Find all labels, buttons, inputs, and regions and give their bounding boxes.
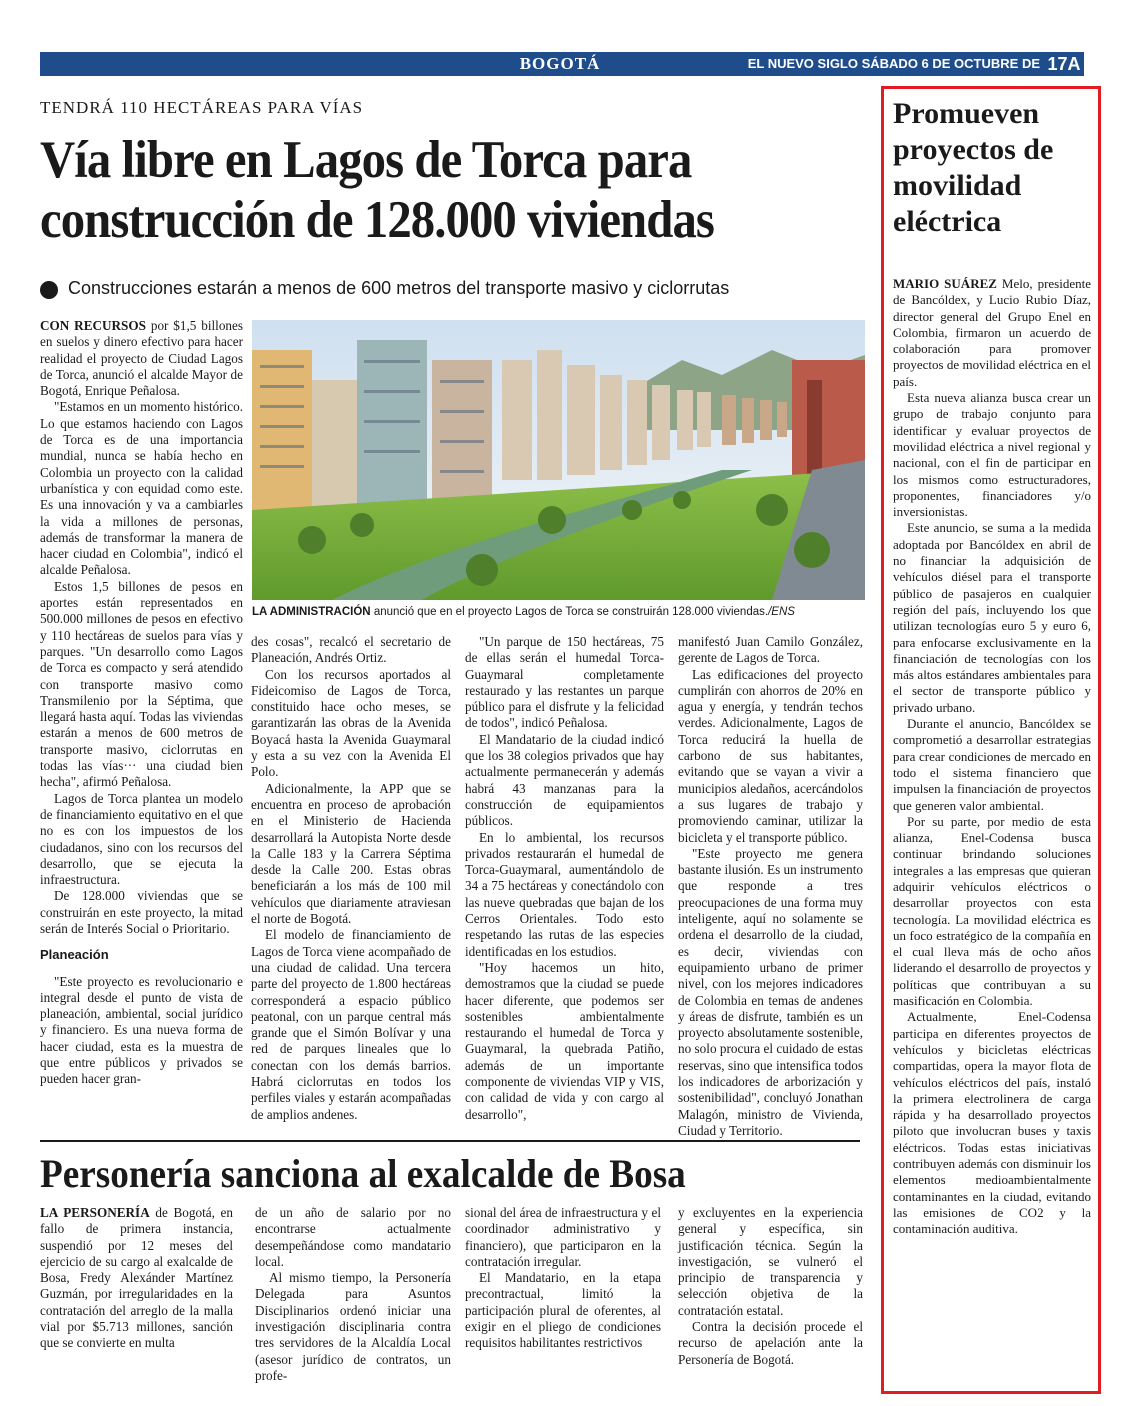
caption-lead: LA ADMINISTRACIÓN <box>252 606 371 618</box>
article-photo <box>252 320 865 600</box>
paragraph: Con los recursos aportados al Fideicomiso de Lagos de Torca, constituido hace ocho meses, se garantizarán las obras de la Avenida Boyacá hasta la Avenida Guaymaral y esta a su vez con la Avenida El Polo. <box>251 666 451 780</box>
page-number: 17A <box>1047 54 1081 74</box>
paragraph: Por su parte, por medio de esta alianza, Enel-Codensa busca continuar brindando soluciones integrales a las empresas que quieran adquirir vehículos eléctricos o desarrollar proyectos con esta tecnología. La movilidad eléctrica es un foco estratégico de la compañía en el cual lleva más de ocho años liderando el desarrollo de proyectos y políticas que contribuyan a su masificación en Colombia. <box>893 813 1091 1009</box>
article-column-1 <box>40 318 243 1088</box>
paragraph: Esta nueva alianza busca crear un grupo de trabajo conjunto para identificar y evaluar proyectos de movilidad eléctrica a nivel regional y nacional, con el fin de participar en los mismos como estructuradores, proponentes, financiadores y/o inversionistas. <box>893 390 1091 520</box>
paragraph: El modelo de financiamiento de Lagos de Torca viene acompañado de una ciudad de calidad. Una tercera parte del proyecto de 1.800 hectáreas corresponderá a espacio público peatonal, con un parque central más grande que el Simón Bolívar y una red de parques lineales que lo conectan con los demás barrios. Habrá ciclorrutas en todos los perfiles viales y estarán acompañadas de amplios andenes. <box>251 927 451 1122</box>
paragraph: Melo, presidente de Bancóldex, y Lucio Rubio Díaz, director general del Grupo Enel en Colombia, firmaron un acuerdo de colaboración para promover proyectos de movilidad eléctrica en el país. <box>893 276 1091 389</box>
paragraph: "Estamos en un momento histórico. Lo que estamos haciendo con Lagos de Torca es de una importancia mundial, nunca se había hecho en Colombia un proyecto con la calidad urbanística y con equidad como este. Es una innovación y va a cambiarles la vida a millones de personas, además de transformar la manera de hacer ciudad en Colombia", indicó el alcalde Peñalosa. <box>40 399 243 578</box>
paragraph: "Hoy hacemos un hito, demostramos que la ciudad se puede hacer diferente, que podemos ser sostenibles ambientalmente restaurando el humedal de Torca y Guaymaral, la quebrada Patiño, además de un importante componente de viviendas VIP y VIS, con calidad de vida y con cargo al desarrollo", <box>465 959 664 1122</box>
article-headline: Vía libre en Lagos de Torca para construcción de 128.000 viviendas <box>40 131 714 249</box>
paragraph: "Este proyecto es revolucionario e integral desde el punto de vista de planeación, ambiental, social jurídico y financiero. Es una nueva forma de hacer ciudad, esta es la muestra de que entre públicos y privados se pueden hacer gran- <box>40 973 243 1087</box>
section-subtitle: Planeación <box>40 947 109 963</box>
paragraph: "Este proyecto me genera bastante ilusión. Es un instrumento que responde a tres preocupaciones de una forma muy inteligente, aquí no solamente se ordena el desarrollo de la ciudad, es decir, viviendas con equipamiento urbano de primer nivel, con los mejores indicadores de Colombia en temas de andenes y áreas de disfrute, también es un proyecto absolutamente sostenible, no solo procura el cuidado de estas reservas, sino que intensifica todos los indicadores de arborización y sostenibilidad", concluyó Jonathan Malagón, ministro de Vivienda, Ciudad y Territorio. <box>678 845 863 1138</box>
photo-caption <box>252 606 865 618</box>
article-column-2 <box>251 634 451 1123</box>
article-kicker: TENDRÁ 110 HECTÁREAS PARA VÍAS <box>40 98 364 117</box>
article2-column-3 <box>465 1205 661 1352</box>
article-subhead: Construcciones estarán a menos de 600 metros del transporte masivo y ciclorrutas <box>68 278 730 298</box>
paragraph: Actualmente, Enel-Codensa participa en diferentes proyectos de vehículos y bicicletas eléctricas compartidas, opera la mayor flota de vehículos eléctricos del país, instaló la primera electrolinera de carga rápida y ha desarrollado proyectos piloto que involucran buses y taxis eléctricos. Todas estas iniciativas contribuyen además con disminuir los elementos medioambientalmente contaminantes en la ciudad, evitando las emisiones de CO2 y la contaminación auditiva. <box>893 1009 1091 1237</box>
paragraph: "Un parque de 150 hectáreas, 75 de ellas serán el humedal Torca-Guaymaral completamente restaurado y las restantes un parque público para el disfrute y la felicidad de todos", indicó Peñalosa. <box>465 634 664 731</box>
caption-credit: /ENS <box>768 606 795 618</box>
sidebar-headline: Promueven proyectos de movilidad eléctrica <box>893 97 1054 238</box>
paragraph: El Mandatario de la ciudad indicó que los 38 colegios privados que hay actualmente permanecerán y además habrá 43 manzanas para la construcción de equipamientos públicos. <box>465 731 664 829</box>
paragraph: sional del área de infraestructura y el coordinador administrativo y financiero), que participaron en la contratación irregular. <box>465 1205 661 1269</box>
paragraph: des cosas", recalcó el secretario de Planeación, Andrés Ortiz. <box>251 634 451 666</box>
lead-in: CON RECURSOS <box>40 318 146 333</box>
paragraph: de un año de salario por no encontrarse actualmente desempeñándose como mandatario local. <box>255 1205 451 1269</box>
caption-text: anunció que en el proyecto Lagos de Torca se construirán 128.000 viviendas. <box>370 606 769 618</box>
paragraph: manifestó Juan Camilo González, gerente de Lagos de Torca. <box>678 634 863 666</box>
section-name: BOGOTÁ <box>519 54 601 73</box>
article2-column-2 <box>255 1205 451 1384</box>
paragraph: Adicionalmente, la APP que se encuentra en proceso de aprobación en el Ministerio de Hacienda desarrollará la Autopista Norte desde la Calle 183 y la Carrera Séptima desde la Calle 200. Estas obras beneficiarán a los más de 100 mil vehículos que diariamente atraviesan el norte de Bogotá. <box>251 780 451 927</box>
paragraph: por $1,5 billones en suelos y dinero efectivo para hacer realidad el proyecto de Ciudad Lagos de Torca, anunció el alcalde Mayor de Bogotá, Enrique Peñalosa. <box>40 318 244 399</box>
lead-in: LA PERSONERÍA <box>40 1205 150 1220</box>
divider <box>40 1140 860 1142</box>
bullet-icon <box>40 281 58 299</box>
paragraph: y excluyentes en la experiencia general y específica, sin justificación técnica. Según la investigación, se vulneró el principio de transparencia y selección objetiva de la contratación estatal. <box>678 1205 863 1318</box>
paragraph: Al mismo tiempo, la Personería Delegada para Asuntos Disciplinarios ordenó iniciar una investigación disciplinaria contra tres servidores de la Alcaldía Local (asesor jurídico de contratos, un profe- <box>255 1270 451 1383</box>
paragraph: Estos 1,5 billones de pesos en aportes están representados en 500.000 millones de pesos en efectivo y 110 hectáreas de suelos para vías y parques. "Un desarrollo como Lagos de Torca es compacto y será atendido con transporte masivo como Transmilenio por la Séptima, que llegará hasta aquí. Todas las viviendas estarán a menos de 600 metros de transporte masivo, ciclorrutas en todas las vías··· una ciudad bien hecha", afirmó Peñalosa. <box>40 578 243 790</box>
paragraph: De 128.000 viviendas que se construirán en este proyecto, la mitad serán de Interés Social o Prioritario. <box>40 888 243 936</box>
paragraph: El Mandatario, en la etapa precontractual, limitó la participación plural de oferentes, al exigir en el pliego de condiciones requisitos habilitantes restrictivos <box>465 1270 661 1351</box>
byline: MARIO SUÁREZ <box>893 276 997 291</box>
paragraph: de Bogotá, en fallo de primera instancia, suspendió por 12 meses del ejercicio de su cargo al exalcalde de Bosa, Fredy Alexánder Martínez Guzmán, por irregularidades en la contratación del arreglo de la malla vial por $5.713 millones, sanción que se convierte en multa <box>40 1205 233 1351</box>
paragraph: Lagos de Torca plantea un modelo de financiamiento equitativo en el que no es con los impuestos de los ciudadanos, sino con los recursos del desarrollo, que se ejecuta la infraestructura. <box>40 790 243 888</box>
article2-headline: Personería sanciona al exalcalde de Bosa <box>40 1151 686 1196</box>
sidebar-body <box>893 276 1091 1238</box>
article2-column-4 <box>678 1205 863 1368</box>
paragraph: Las edificaciones del proyecto cumplirán con ahorros de 20% en agua y energía, y tendrán techos verdes. Adicionalmente, Lagos de Torca reducirá la huella de carbono de sus habitantes, evitando que se vayan a vivir a municipios aledaños, acercándolos a sus lugares de trabajo y promoviendo caminar, utilizar la bicicleta y el transporte público. <box>678 666 863 845</box>
paragraph: Contra la decisión procede el recurso de apelación ante la Personería de Bogotá. <box>678 1319 863 1367</box>
article-column-3 <box>465 634 664 1123</box>
paragraph: Este anuncio, se suma a la medida adoptada por Bancóldex en abril de no financiar la adquisición de vehículos diésel para el transporte público de pasajeros en cualquier región del país, incluyendo los que utilizan tecnologías euro 5 y euro 6, para enfocarse exclusivamente en la financiación de tecnologías con los más altos estándares ambientales para el sector de transporte público y privado urbano. <box>893 520 1091 715</box>
article2-column-1 <box>40 1205 233 1352</box>
article-column-4 <box>678 634 863 1139</box>
folio: EL NUEVO SIGLO SÁBADO 6 DE OCTUBRE DE 2018 <box>747 56 1040 95</box>
paragraph: En lo ambiental, los recursos privados restaurarán el humedal de Torca-Guaymaral, aumentándolo de 34 a 75 hectáreas y conectándolo con las nueve quebradas que bajan de los Cerros Orientales. Todo esto respetando las rutas de las especies identificadas en los estudios. <box>465 829 664 959</box>
paragraph: Durante el anuncio, Bancóldex se comprometió a desarrollar estrategias para crear condiciones de mercado en todo el sistema financiero que impulsen la financiación de proyectos que generen valor ambiental. <box>893 716 1091 813</box>
